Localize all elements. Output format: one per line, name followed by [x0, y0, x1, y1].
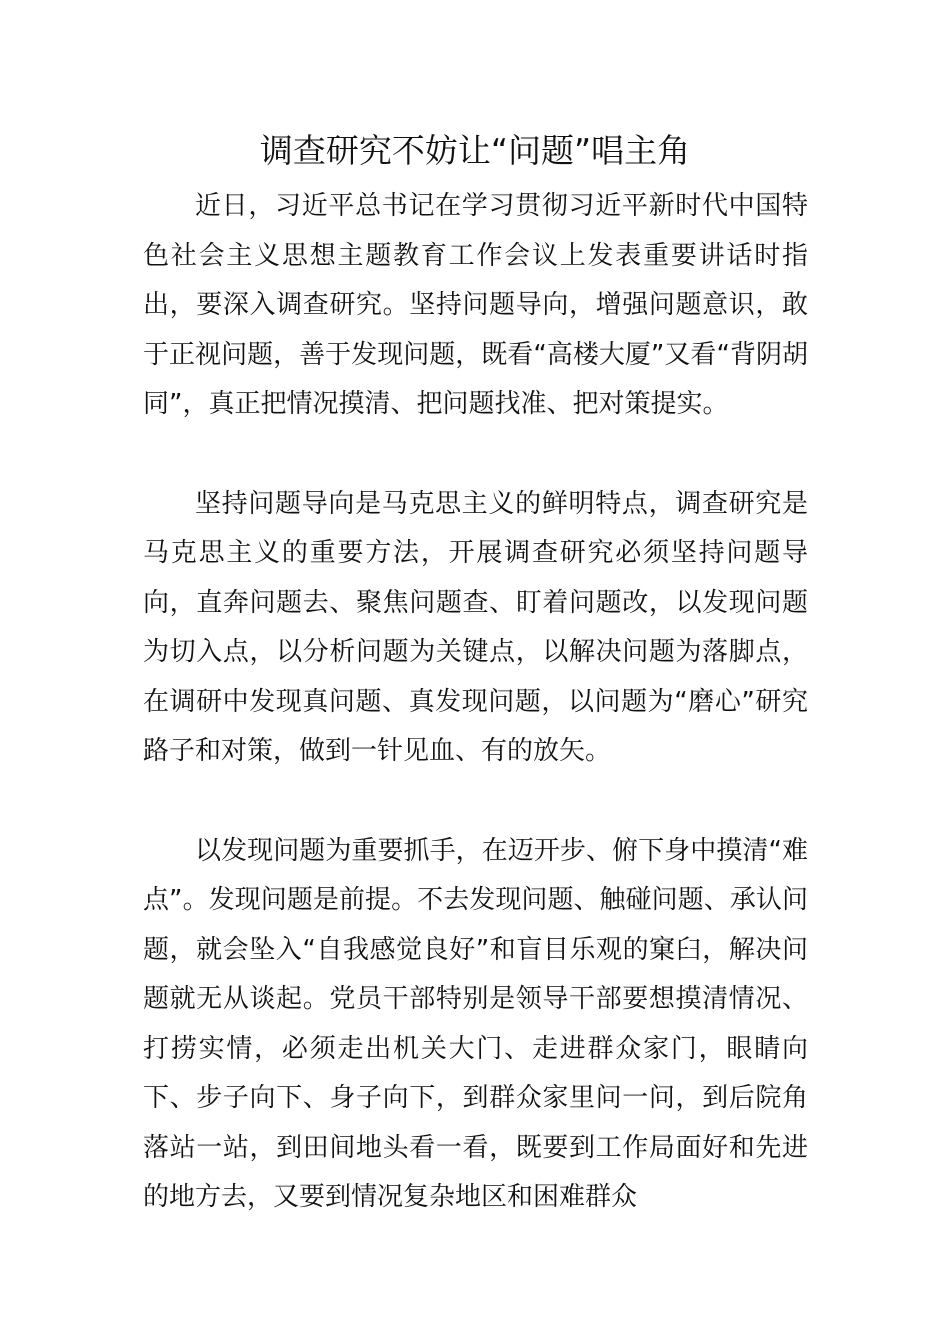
- paragraph-spacer: [143, 777, 808, 827]
- paragraph-2: 坚持问题导向是马克思主义的鲜明特点，调查研究是马克思主义的重要方法，开展调查研究必须坚持问题导向，直奔问题去、聚焦问题查、盯着问题改，以发现问题为切入点，以分析问题为关键点，以解决问题为落脚点，在调研中发现真问题、真发现问题，以问题为“磨心”研究路子和对策，做到一针见血、有的放矢。: [143, 488, 808, 766]
- paragraph-spacer: [143, 430, 808, 480]
- paragraph-3: 以发现问题为重要抓手，在迈开步、俯下身中摸清“难点”。发现问题是前提。不去发现问题、触碰问题、承认问题，就会坠入“自我感觉良好”和盲目乐观的窠臼，解决问题就无从谈起。党员干部特别是领导干部要想摸清情况、打捞实情，必须走出机关大门、走进群众家门，眼睛向下、步子向下、身子向下，到群众家里问一问，到后院角落站一站，到田间地头看一看，既要到工作局面好和先进的地方去，又要到情况复杂地区和困难群众: [143, 835, 808, 1212]
- document-body: [143, 182, 808, 1223]
- paragraph-1: 近日，习近平总书记在学习贯彻习近平新时代中国特色社会主义思想主题教育工作会议上发表重要讲话时指出，要深入调查研究。坚持问题导向，增强问题意识，敢于正视问题，善于发现问题，既看“高楼大厦”又看“背阴胡同”，真正把情况摸清、把问题找准、把对策提实。: [143, 191, 808, 419]
- document-title: 调查研究不妨让“问题”唱主角: [259, 131, 691, 170]
